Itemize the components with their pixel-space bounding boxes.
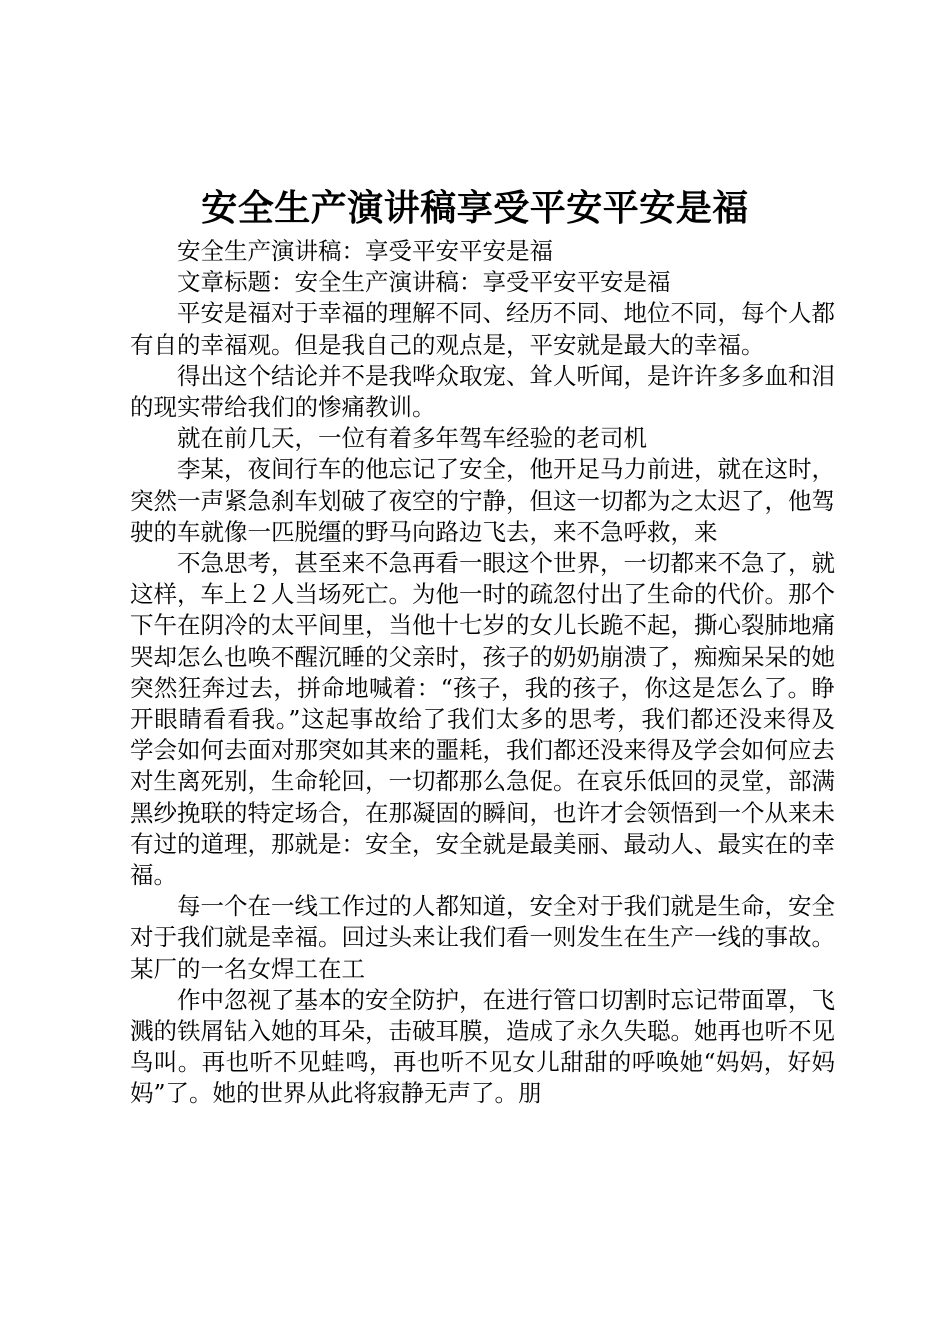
- paragraph: 就在前几天，一位有着多年驾车经验的老司机: [177, 424, 647, 453]
- paragraph: 作中忽视了基本的安全防护，在进行管口切割时忘记带面罩，飞溅的铁屑钻入她的耳朵，击破耳膜，造成了永久失聪。她再也听不见鸟叫。再也听不见蛙鸣，再也听不见女儿甜甜的呼唤她“妈妈，好妈妈”了。她的世界从此将寂静无声了。朋: [130, 985, 835, 1108]
- paragraph: 不急思考，甚至来不急再看一眼这个世界，一切都来不急了，就这样，车上２人当场死亡。为他一时的疏忽付出了生命的代价。那个下午在阴冷的太平间里，当他十七岁的女儿长跪不起，撕心裂肺地痛哭却怎么也唤不醒沉睡的父亲时，孩子的奶奶崩溃了，痴痴呆呆的她突然狂奔过去，拼命地喊着：“孩子，我的孩子，你这是怎么了。睁开眼睛看看我。”这起事故给了我们太多的思考，我们都还没来得及学会如何去面对那突如其来的噩耗，我们都还没来得及学会如何应去对生离死别，生命轮回，一切都那么急促。在哀乐低回的灵堂，部满黑纱挽联的特定场合，在那凝固的瞬间，也许才会领悟到一个从来未有过的道理，那就是：安全，安全就是最美丽、最动人、最实在的幸福。: [130, 549, 835, 890]
- document-title: 安全生产演讲稿享受平安平安是福: [201, 187, 749, 229]
- paragraph: 文章标题：安全生产演讲稿：享受平安平安是福: [177, 268, 671, 297]
- paragraph: 得出这个结论并不是我哗众取宠、耸人听闻，是许许多多血和泪的现实带给我们的惨痛教训。: [130, 361, 835, 422]
- paragraph: 平安是福对于幸福的理解不同、经历不同、地位不同，每个人都有自的幸福观。但是我自己的观点是，平安就是最大的幸福。: [130, 299, 835, 359]
- paragraph: 每一个在一线工作过的人都知道，安全对于我们就是生命，安全对于我们就是幸福。回过头来让我们看一则发生在生产一线的事故。某厂的一名女焊工在工: [130, 892, 835, 983]
- paragraph: 安全生产演讲稿：享受平安平安是福: [177, 237, 553, 265]
- paragraph: 李某，夜间行车的他忘记了安全，他开足马力前进，就在这时，突然一声紧急刹车划破了夜空的宁静，但这一切都为之太迟了，他驾驶的车就像一匹脱缰的野马向路边飞去，来不急呼救，来: [130, 455, 835, 546]
- document-body: [130, 236, 835, 1110]
